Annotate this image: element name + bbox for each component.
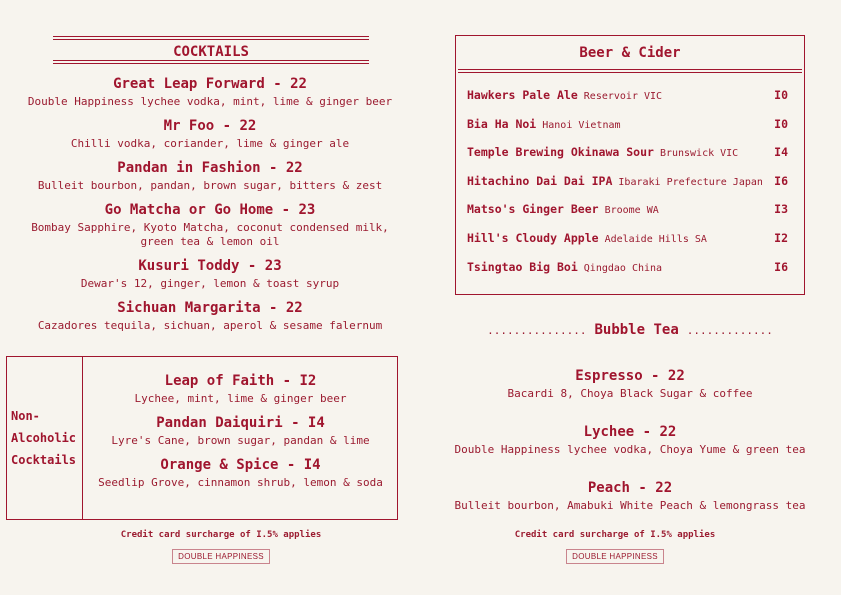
item-name: Peach - 22 [587,480,673,496]
beer-price: I6 [774,173,788,188]
menu-item [84,457,397,490]
beer-origin: Reservoir VIC [583,91,663,102]
surcharge-note: Credit card surcharge of I.5% applies [514,530,716,540]
beer-name: Temple Brewing Okinawa Sour [467,145,654,160]
menu-item [420,424,840,457]
beer-name: Tsingtao Big Boi [467,259,578,274]
beer-name: Bia Ha Noi [467,116,537,131]
item-name: Mr Foo - 22 [163,118,257,134]
item-description: Lychee, mint, lime & ginger beer [134,392,347,405]
menu-item [0,258,420,291]
item-name: Leap of Faith - I2 [164,373,317,389]
brand-badge: DOUBLE HAPPINESS [172,549,270,564]
bubble-tea-header [420,322,840,338]
menu-item [0,160,420,193]
menu-item [0,118,420,151]
label-line: Non- [11,409,40,423]
beer-origin: Hanoi Vietnam [542,119,621,131]
beer-row [467,231,788,260]
label-line: Cocktails [11,453,77,467]
beer-origin: Adelaide Hills SA [604,233,707,245]
menu-item [420,368,840,401]
beer-price: I3 [774,202,788,217]
bubble-tea-title: Bubble Tea [594,322,679,338]
cocktails-list [0,76,420,342]
item-description: Dewar's 12, ginger, lemon & toast syrup [80,277,340,290]
item-name: Espresso - 22 [575,368,685,384]
item-description: Bombay Sapphire, Kyoto Matcha, coconut condensed milk, [31,221,389,234]
menu-item [0,300,420,333]
item-description: Cazadores tequila, sichuan, aperol & sesame falernum [37,319,383,332]
item-description: Lyre's Cane, brown sugar, pandan & lime [111,434,370,447]
bubble-tea-section [420,322,840,536]
beer-origin: Ibaraki Prefecture Japan [618,176,763,188]
beer-row [467,88,788,117]
beer-cider-section [455,35,805,295]
beer-row [467,260,788,289]
item-description: Bulleit bourbon, pandan, brown sugar, bitters & zest [37,179,383,192]
beer-origin: Qingdao China [583,262,663,274]
beer-row [467,145,788,174]
non-alcoholic-list [84,373,397,499]
non-alcoholic-section [6,356,398,520]
beer-name: Hill's Cloudy Apple [467,230,599,245]
item-name: Orange & Spice - I4 [160,457,321,473]
item-name: Sichuan Margarita - 22 [117,300,303,316]
item-name: Pandan in Fashion - 22 [117,160,303,176]
header-rule-bottom [53,60,369,64]
item-description: Bacardi 8, Choya Black Sugar & coffee [507,387,753,400]
menu-item [0,76,420,109]
beer-row [467,117,788,146]
item-name: Kusuri Toddy - 23 [138,258,282,274]
non-alcoholic-label [7,357,83,519]
beer-price: I4 [774,145,788,160]
item-description: Bulleit bourbon, Amabuki White Peach & lemongrass tea [454,499,806,512]
item-description: Seedlip Grove, cinnamon shrub, lemon & soda [98,476,383,489]
cocktails-title: COCKTAILS [173,44,249,60]
item-description: Chilli vodka, coriander, lime & ginger ale [70,137,350,150]
beer-name: Hawkers Pale Ale [467,88,578,102]
beer-origin: Brunswick VIC [659,148,739,160]
beer-title-rule [458,69,802,73]
beer-row [467,202,788,231]
beer-origin: Broome WA [604,205,659,217]
dotted-leader-left: ............... [487,323,587,337]
beer-price: I2 [774,230,788,245]
label-line: Alcoholic [11,431,77,445]
menu-item [0,202,420,249]
beer-price: I0 [774,116,788,131]
item-name: Great Leap Forward - 22 [113,76,307,92]
footer-left [6,530,436,564]
beer-title: Beer & Cider [579,45,681,61]
beer-row [467,174,788,203]
beer-price: I6 [774,259,788,274]
item-description: Double Happiness lychee vodka, mint, lime & ginger beer [27,95,393,108]
bubble-tea-list [420,368,840,513]
item-name: Go Matcha or Go Home - 23 [104,202,316,218]
menu-item [84,415,397,448]
surcharge-note: Credit card surcharge of I.5% applies [120,530,322,540]
menu-item [84,373,397,406]
beer-price: I0 [774,88,788,102]
item-description-line-2: green tea & lemon oil [140,235,280,248]
dotted-leader-right: ............. [686,323,773,337]
beer-list [467,88,788,288]
brand-badge: DOUBLE HAPPINESS [566,549,664,564]
item-name: Pandan Daiquiri - I4 [156,415,325,431]
header-rule-top [53,36,369,40]
item-description: Double Happiness lychee vodka, Choya Yume & green tea [454,443,806,456]
beer-name: Hitachino Dai Dai IPA [467,173,613,188]
beer-name: Matso's Ginger Beer [467,202,599,217]
footer-right [420,530,810,564]
item-name: Lychee - 22 [583,424,677,440]
menu-item [420,480,840,513]
